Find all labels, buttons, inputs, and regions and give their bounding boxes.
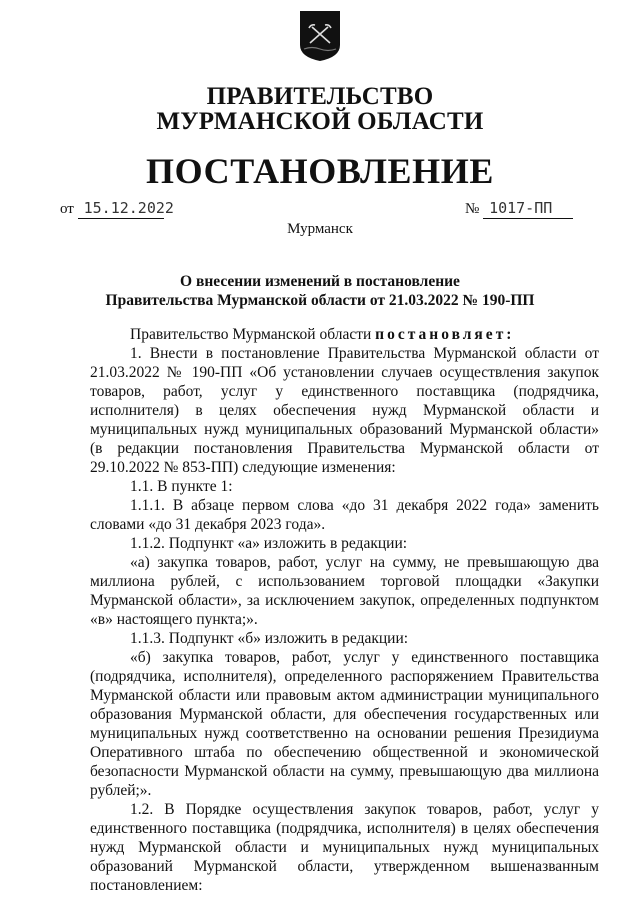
document-date: 15.12.2022	[78, 199, 164, 219]
paragraph-1-1: 1.1. В пункте 1:	[130, 478, 233, 495]
document-type-title: ПОСТАНОВЛЕНИЕ	[146, 151, 494, 191]
intro-text: Правительство Мурманской области	[130, 326, 376, 343]
decree-word: постановляет:	[375, 326, 515, 343]
intro-paragraph	[90, 325, 599, 344]
paragraph-1-1-3: 1.1.3. Подпункт «б» изложить в редакции:	[130, 630, 409, 647]
paragraph-1-1-1: 1.1.1. В абзаце первом слова «до 31 декабря 2022 года» заменить словами «до 31 декабря 2023 года».	[90, 497, 599, 533]
paragraph-subpoint-a: «а) закупка товаров, работ, услуг на сумму, не превышающую два миллиона рублей, с использованием торговой площадки «Закупки Мурманской области», за исключением закупок, определенных подпунктом «в» настоящего пункта;».	[90, 554, 599, 628]
org-name-line2: МУРМАНСКОЙ ОБЛАСТИ	[156, 108, 484, 135]
paragraph-subpoint-b: «б) закупка товаров, работ, услуг у единственного поставщика (подрядчика, исполнителя), определенного распоряжением Правительства Мурманской области или правовым актом администрации муниципального образования Мурманской области, для обеспечения государственных или муниципальных нужд соответственно на основании решения Президиума Оперативного штаба по обеспечению общественной и экономической безопасности Мурманской области на сумму, превышающую два миллиона рублей;».	[90, 649, 599, 799]
subject-line2: Правительства Мурманской области от 21.03.2022 № 190-ПП	[105, 292, 535, 309]
city-name: Мурманск	[287, 221, 353, 237]
coat-of-arms-icon	[298, 9, 342, 63]
org-name-line1: ПРАВИТЕЛЬСТВО	[206, 83, 434, 110]
paragraph-1: 1. Внести в постановление Правительства Мурманской области от 21.03.2022 № 190-ПП «Об установлении случаев осуществления закупок товаров, работ, услуг у единственного поставщика (подрядчика, исполнителя) в целях обеспечения нужд Мурманской области и муниципальных нужд муниципальных образований Мурманской области» (в редакции постановления Правительства Мурманской области от 29.10.2022 № 853-ПП) следующие изменения:	[90, 345, 599, 476]
document-number: 1017-ПП	[483, 199, 573, 219]
number-prefix: №	[465, 201, 480, 217]
document-body	[90, 325, 599, 895]
paragraph-1-2: 1.2. В Порядке осуществления закупок товаров, работ, услуг у единственного поставщика (подрядчика, исполнителя) в целях обеспечения нужд Мурманской области и муниципальных нужд муниципальных образований Мурманской области, утвержденном вышеназванным постановлением:	[90, 801, 599, 894]
number-block	[465, 199, 573, 219]
paragraph-1-1-2: 1.1.2. Подпункт «а» изложить в редакции:	[130, 535, 408, 552]
subject-line1: О внесении изменений в постановление	[180, 273, 460, 290]
date-prefix: от	[60, 201, 74, 217]
date-block	[60, 199, 174, 219]
